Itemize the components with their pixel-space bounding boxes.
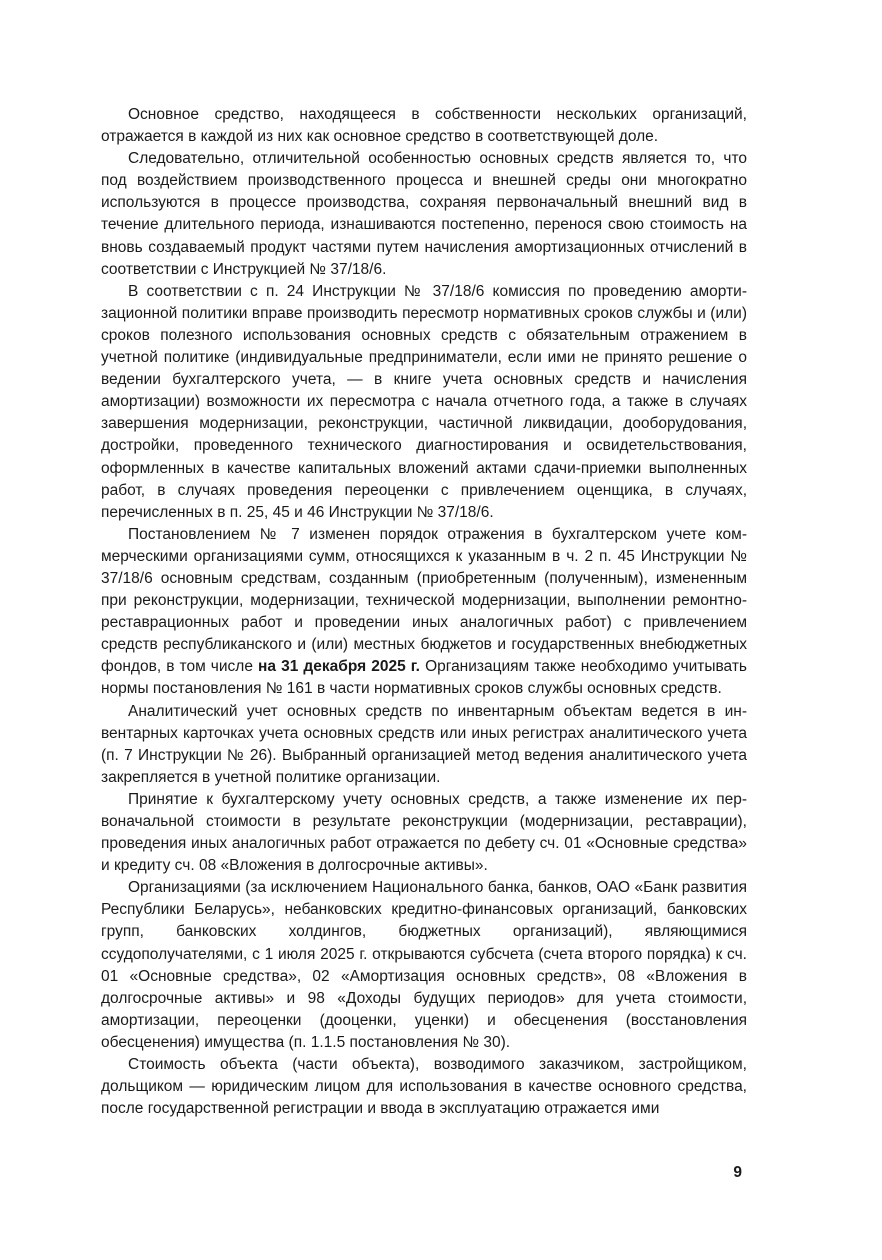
page-number: 9 xyxy=(733,1164,742,1181)
paragraph-8: Стоимость объекта (части объекта), возводимого заказчиком, застройщиком, дольщиком — юридическим лицом для использования в качестве основного средства, после государственной регистрации и ввода в эксплуатацию отражается ими xyxy=(101,1056,747,1118)
paragraph-4-text-after: Организациям также необходимо учитывать нормы постановления № 161 в части нормативных сроков службы основных средств. xyxy=(101,658,748,698)
paragraph-4-text-before: Постановлением № 7 изменен порядок отражения в бухгалтерском учете коммерческими организациями сумм, относящихся к указанным в ч. 2 п. 45 Инструкции № 37/18/6 основным средствам, созданным (приобретенным (полученным), измененным при реконструкции, модернизации, технической модернизации, выполнении ремонтно-реставрационных работ и проведении иных аналогичных работ) с привлечением средств республиканского и (или) местных бюджетов и государственных внебюджетных фондов, в том числе xyxy=(101,525,747,676)
paragraph-4-bold-date: на 31 декабря 2025 г. xyxy=(258,658,420,676)
paragraph-5: Аналитический учет основных средств по инвентарным объектам ведется в инвентарных карточках учета основных средств или иных регистрах аналитического учета (п. 7 Инструкции № 26). Выбранный организацией метод ведения аналитического учета закрепляется в учетной политике организации. xyxy=(101,702,747,786)
paragraph-1: Основное средство, находящееся в собственности нескольких организаций, отражается в каждой из них как основное средство в соответствующей доле. xyxy=(101,106,747,146)
paragraph-3: В соответствии с п. 24 Инструкции № 37/18/6 комиссия по проведению амортизационной политики вправе производить пересмотр нормативных сроков службы и (или) сроков полезного использования основных средств с обязательным отражением в учетной политике (индивидуальные предприниматели, если ими не принято решение о ведении бухгалтерского учета, — в книге учета основных средств и начисления амортизации) возможности их пересмотра с начала отчетного года, а также в случаях завершения модернизации, реконструкции, частичной ликвидации, дооборудования, достройки, проведенного технического диагностирования и освидетельствования, оформленных в качестве капитальных вложений актами сдачи-приемки выполненных работ, в случаях проведения переоценки с привлечением оценщика, в случаях, перечисленных в п. 25, 45 и 46 Инструкции № 37/18/6. xyxy=(101,282,747,521)
document-page xyxy=(101,104,747,1120)
paragraph-2: Следовательно, отличительной особенностью основных средств является то, что под воздействием производственного процесса и внешней среды они многократно используются в процессе производства, сохраняя первоначальный внешний вид в течение длительного периода, изнашиваются постепенно, перенося свою стоимость на вновь создаваемый продукт частями путем начисления амортизационных отчислений в соответствии с Инструкцией № 37/18/6. xyxy=(101,150,747,278)
paragraph-6: Принятие к бухгалтерскому учету основных средств, а также изменение их первоначальной стоимости в результате реконструкции (модернизации, реставрации), проведения иных аналогичных работ отражается по дебету сч. 01 «Основные средства» и кредиту сч. 08 «Вложения в долгосрочные активы». xyxy=(101,790,747,875)
paragraph-7: Организациями (за исключением Национального банка, банков, ОАО «Банк развития Республики Беларусь», небанковских кредитно-финансовых организаций, банковских групп, банковских холдингов, бюджетных организаций), являющимися ссудополучателями, с 1 июля 2025 г. открываются субсчета (счета второго порядка) к сч. 01 «Основные средства», 02 «Амортизация основных средств», 08 «Вложения в долгосрочные активы» и 98 «Доходы будущих периодов» для учета стоимости, амортизации, переоценки (дооценки, уценки) и обесценения (восстановления обесценения) имущества (п. 1.1.5 постановления № 30). xyxy=(101,879,747,1051)
paragraph-4 xyxy=(101,524,747,701)
